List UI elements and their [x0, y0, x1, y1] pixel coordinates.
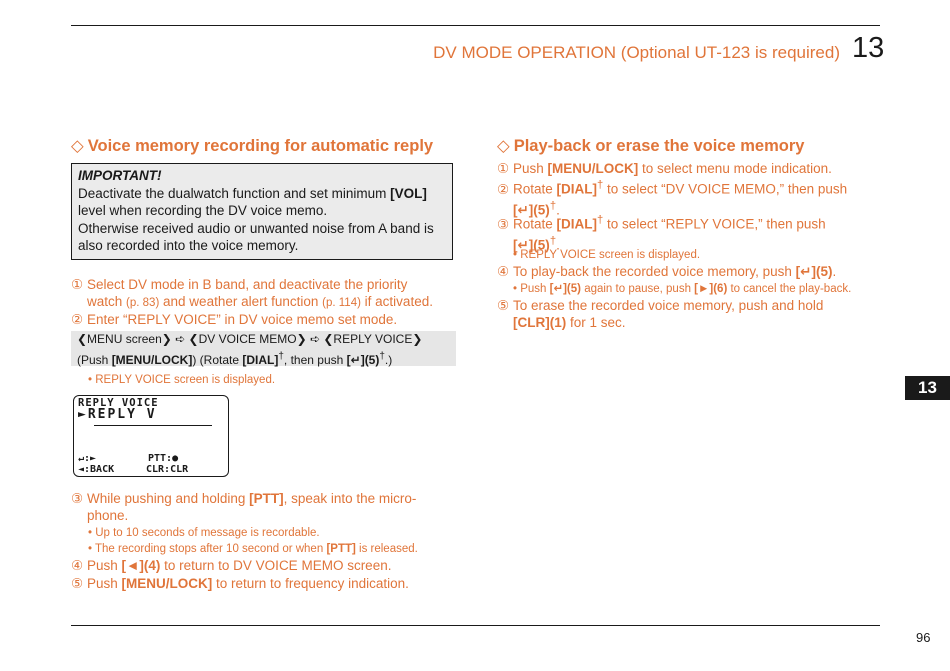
lcd-line3-left: ↵:►: [78, 453, 97, 464]
left-step-2: ② Enter “REPLY VOICE” in DV voice memo set mode.: [71, 312, 398, 327]
footer-rule: [71, 625, 880, 626]
bullet-pause-cancel: • Push [↵](5) again to pause, push [►](6) to cancel the play-back.: [513, 283, 852, 295]
diamond-icon: ◇: [497, 137, 510, 155]
right-step-2: ② Rotate [DIAL]† to select “DV VOICE MEMO,” then push [↵](5)†.: [497, 179, 848, 217]
left-step-5: ⑤ Push [MENU/LOCK] to return to frequency indication.: [71, 576, 409, 591]
left-step-3: ③ While pushing and holding [PTT], speak into the micro- phone.: [71, 491, 417, 523]
important-line4: also recorded into the voice memory.: [78, 238, 299, 253]
important-box: [71, 163, 453, 260]
diamond-icon: ◇: [71, 137, 84, 155]
page-number: 96: [916, 630, 931, 645]
section-title: DV MODE OPERATION (Optional UT-123 is required): [433, 43, 840, 62]
right-step-5: ⑤ To erase the recorded voice memory, push and hold [CLR](1) for 1 sec.: [497, 298, 824, 330]
left-step-1: ① Select DV mode in B band, and deactivate the priority watch (p. 83) and weather alert function (p. 114) if activated.: [71, 277, 433, 309]
right-step-4: ④ To play-back the recorded voice memory, push [↵](5).: [497, 264, 837, 279]
lcd-line2: ►REPLY V: [78, 407, 157, 422]
lcd-line3-right: PTT:●: [148, 453, 179, 464]
lcd-display: [73, 395, 229, 477]
menu-path-line2: (Push [MENU/LOCK]) (Rotate [DIAL]†, then push [↵](5)†.): [77, 351, 393, 367]
bullet-recording-stops: • The recording stops after 10 second or when [PTT] is released.: [88, 543, 418, 555]
lcd-line1: REPLY VOICE: [78, 397, 159, 409]
important-line2: level when recording the DV voice memo.: [78, 203, 328, 218]
bullet-reply-screen: • REPLY VOICE screen is displayed.: [88, 374, 276, 386]
right-step-1: ① Push [MENU/LOCK] to select menu mode indication.: [497, 161, 832, 176]
menu-path-box: [71, 331, 456, 366]
left-step-4: ④ Push [◄](4) to return to DV VOICE MEMO screen.: [71, 558, 392, 573]
important-line1: Deactivate the dualwatch function and set minimum [VOL]: [78, 185, 427, 201]
lcd-underline: [94, 425, 212, 426]
menu-path-line1: ❮MENU screen❯ ➪ ❮DV VOICE MEMO❯ ➪ ❮REPLY VOICE❯: [77, 332, 423, 346]
left-heading: ◇ Voice memory recording for automatic reply: [71, 137, 434, 155]
lcd-line4-left: ◄:BACK: [78, 464, 115, 475]
bullet-right-reply-screen: • REPLY VOICE screen is displayed.: [513, 249, 701, 261]
right-heading: ◇ Play-back or erase the voice memory: [497, 137, 805, 155]
important-line3: Otherwise received audio or unwanted noise from A band is: [78, 220, 434, 236]
bullet-10-seconds: • Up to 10 seconds of message is recordable.: [88, 527, 320, 539]
lcd-line4-right: CLR:CLR: [146, 464, 189, 475]
chapter-number: 13: [852, 32, 885, 64]
chapter-tab: 13: [905, 376, 950, 400]
important-title: IMPORTANT!: [78, 168, 162, 183]
header-rule: [71, 25, 880, 26]
right-step-3: ③ Rotate [DIAL]† to select “REPLY VOICE,” then push [↵](5)†.: [497, 214, 826, 252]
